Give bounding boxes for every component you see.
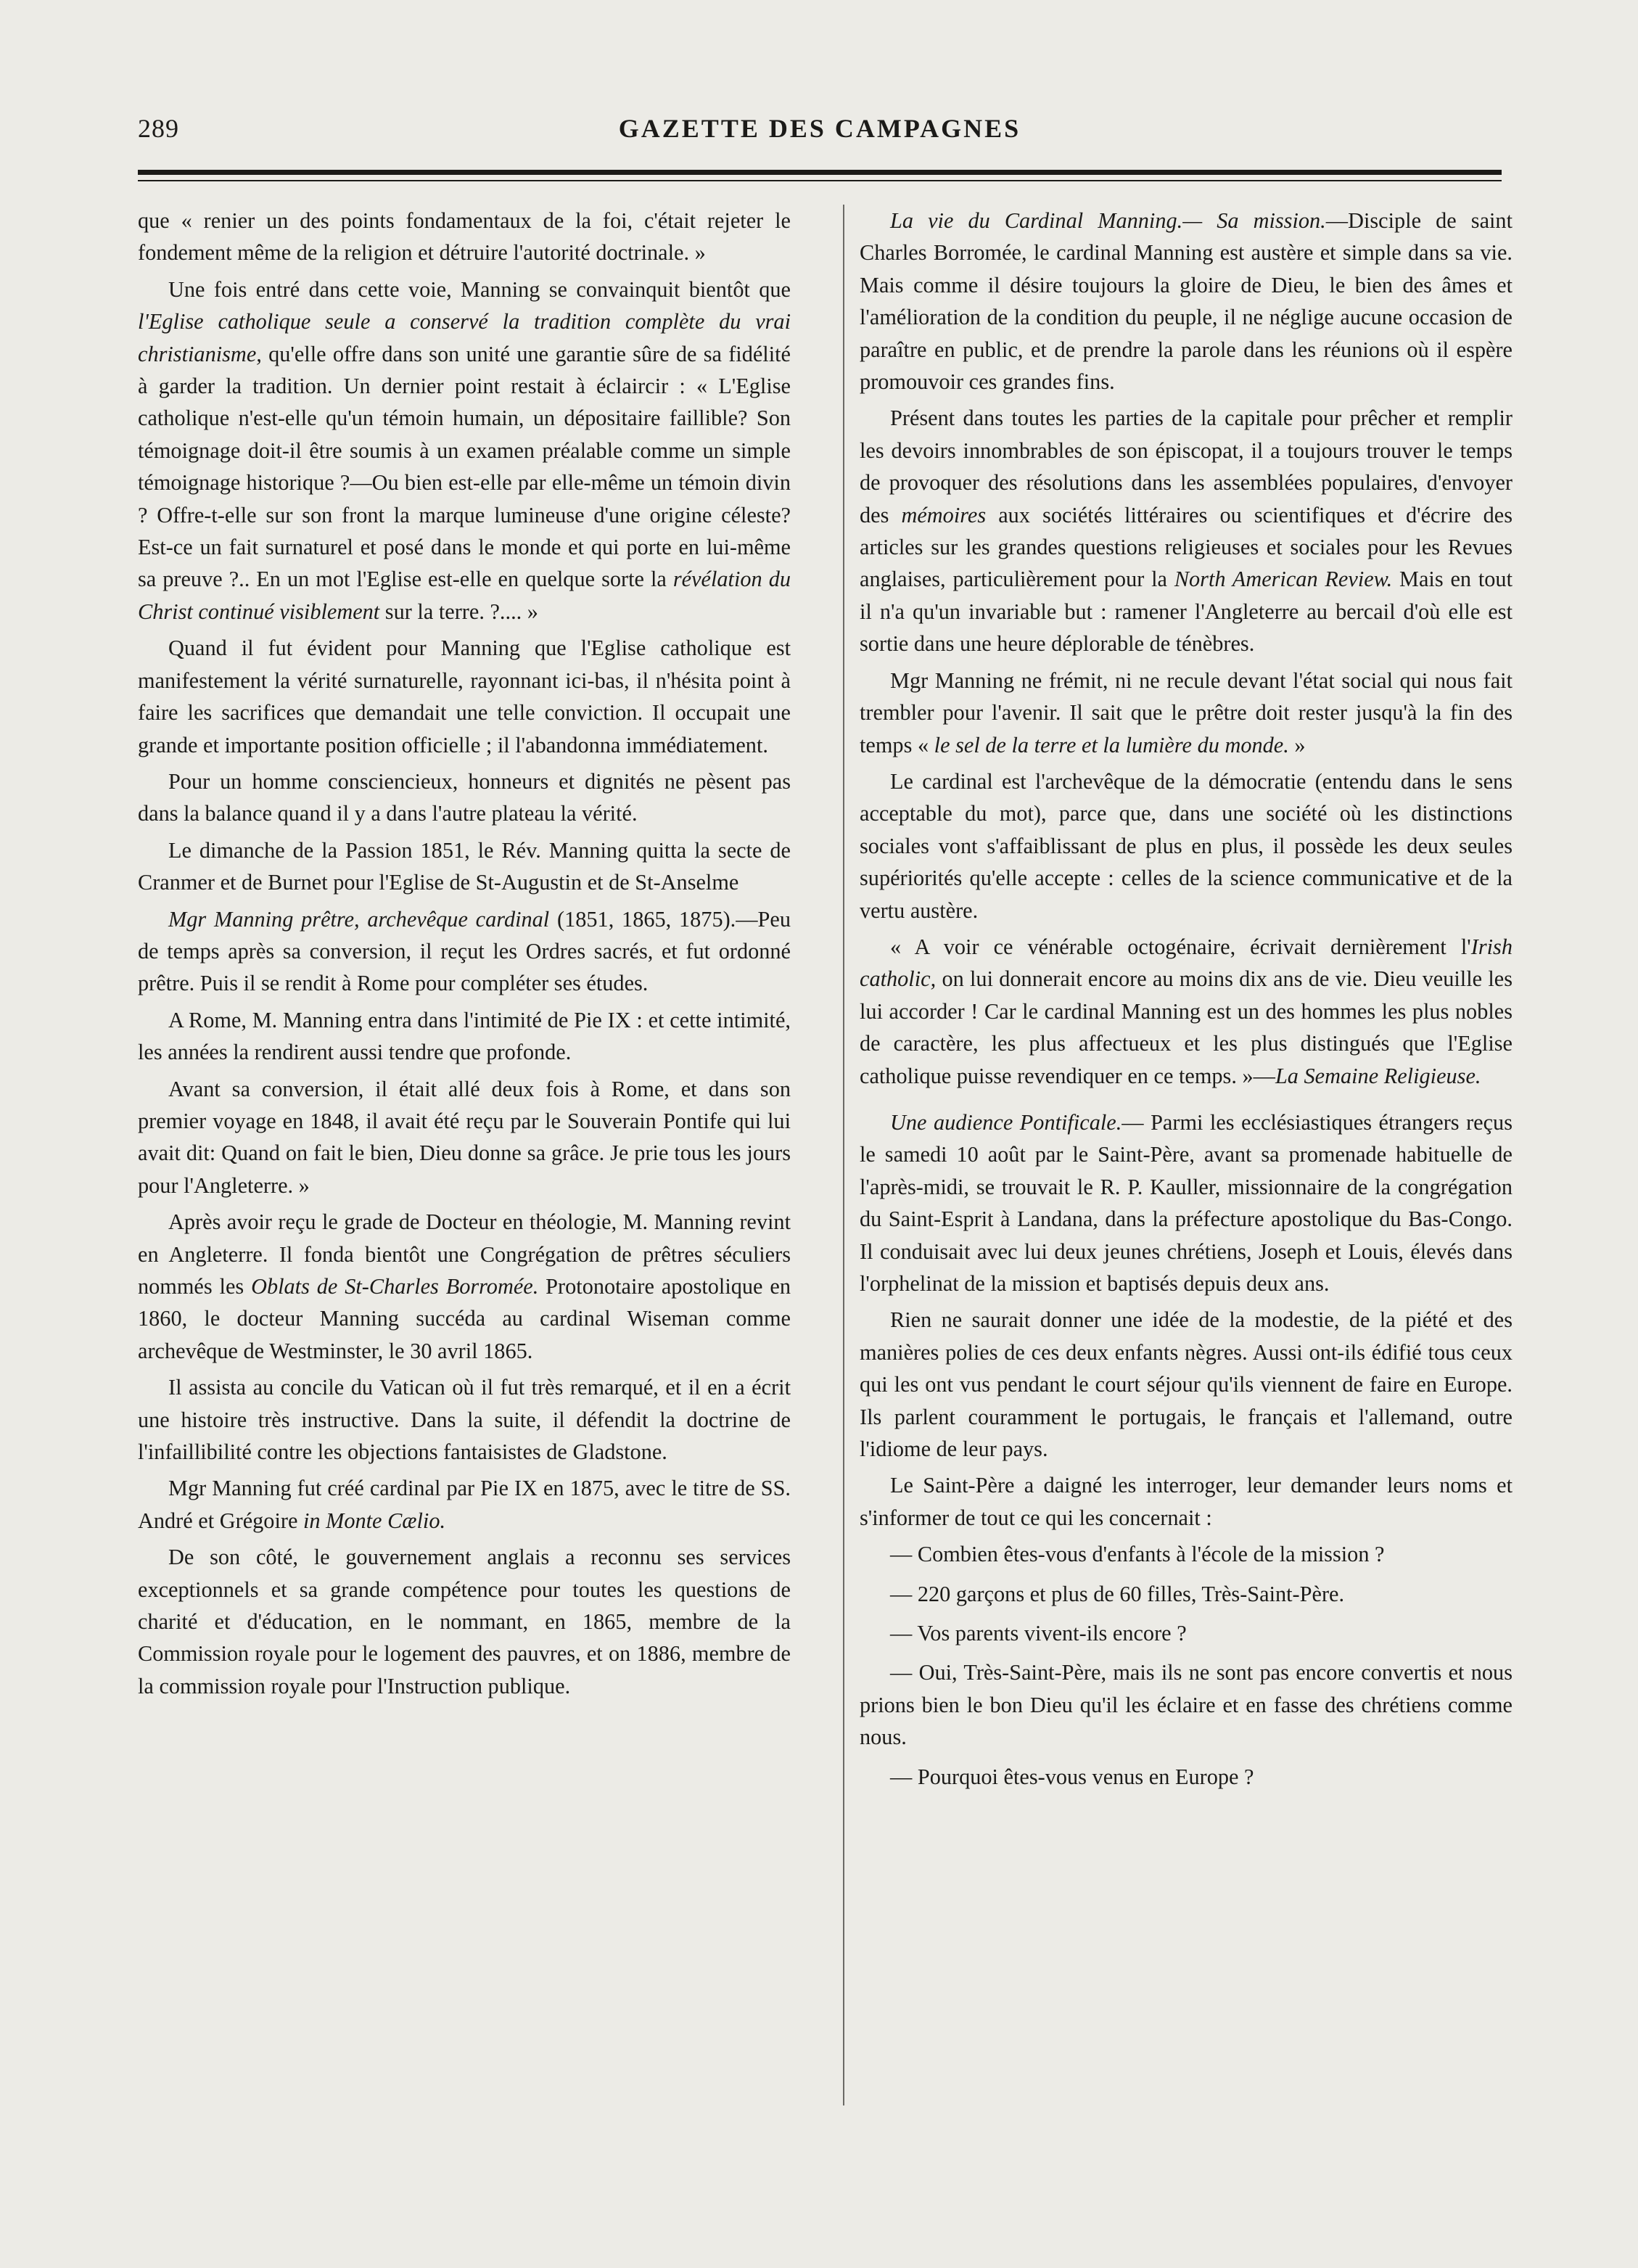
paragraph: Le Saint-Père a daigné les interroger, leur demander leurs noms et s'informer de tout ce qui les concernait : <box>860 1473 1513 1530</box>
dialog-line: — Oui, Très-Saint-Père, mais ils ne sont pas encore convertis et nous prions bien le bon Dieu qu'il les éclaire et en fasse des chrétiens comme nous. <box>860 1660 1513 1750</box>
page-header <box>138 109 1502 160</box>
paragraph: Rien ne saurait donner une idée de la modestie, de la piété et des manières polies de ces deux enfants nègres. Aussi ont-ils édifié tous ceux qui les ont vus pendant le court séjour qu'ils viennent de faire en Europe. Ils parlent couramment le portugais, le français et l'allemand, outre l'idiome de leur pays. <box>860 1307 1513 1462</box>
paragraph: Le cardinal est l'archevêque de la démocratie (entendu dans le sens acceptable du mot), parce que, dans une société où les distinctions sociales vont s'affaiblissant de plus en plus, il possède les deux seules supériorités qu'elle accepte : celles de la science communicative et de la vertu austère. <box>860 768 1513 923</box>
right-column <box>860 205 1513 1800</box>
dialog-line: — Combien êtes-vous d'enfants à l'école de la mission ? <box>890 1542 1385 1567</box>
running-title: GAZETTE DES CAMPAGNES <box>618 114 1021 143</box>
dialog-line: — 220 garçons et plus de 60 filles, Très-Saint-Père. <box>890 1581 1345 1606</box>
paragraph: Avant sa conversion, il était allé deux fois à Rome, et dans son premier voyage en 1848, il avait été reçu par le Souverain Pontife qui lui avait dit: Quand on fait le bien, Dieu donne sa grâce. Je prie tous les jours pour l'Angleterre. » <box>138 1076 791 1198</box>
paragraph: Le dimanche de la Passion 1851, le Rév. Manning quitta la secte de Cranmer et de Burnet pour l'Eglise de St-Augustin et de St-Anselme <box>138 837 791 895</box>
header-rule-thin <box>138 180 1502 181</box>
paragraph: Mgr Manning fut créé cardinal par Pie IX en 1875, avec le titre de SS. André et Grégoire in Monte Cælio. <box>138 1476 791 1533</box>
paragraph: « A voir ce vénérable octogénaire, écrivait dernièrement l'Irish catholic, on lui donnerait encore au moins dix ans de vie. Dieu veuille les lui accorder ! Car le cardinal Manning est un des hommes les plus nobles de caractère, les plus affectueux et les plus distingués que l'Eglise catholique puisse revendiquer en ce temps. »—La Semaine Religieuse. <box>860 934 1513 1088</box>
paragraph: que « renier un des points fondamentaux de la foi, c'était rejeter le fondement même de la religion et détruire l'autorité doctrinale. » <box>138 208 791 266</box>
paragraph: Il assista au concile du Vatican où il fut très remarqué, et il en a écrit une histoire très instructive. Dans la suite, il défendit la doctrine de l'infaillibilité contre les objections fantaisistes de Gladstone. <box>138 1375 791 1465</box>
paragraph: Mgr Manning ne frémit, ni ne recule devant l'état social qui nous fait trembler pour l'avenir. Il sait que le prêtre doit rester jusqu'à la fin des temps « le sel de la terre et la lumière du monde. » <box>860 667 1513 757</box>
paragraph: Quand il fut évident pour Manning que l'Eglise catholique est manifestement la vérité surnaturelle, rayonnant ici-bas, il n'hésita point à faire les sacrifices que demandait une telle conviction. Il occupait une grande et importante position officielle ; il l'abandonna immédiatement. <box>138 636 791 757</box>
paragraph: Présent dans toutes les parties de la capitale pour prêcher et remplir les devoirs innombrables de son épiscopat, il a toujours trouver le temps de provoquer des résolutions dans les assemblées populaires, d'envoyer des mémoires aux sociétés littéraires ou scientifiques et d'écrire des articles sur les grandes questions religieuses et sociales pour les Revues anglaises, particulièrement pour la North American Review. Mais en tout il n'a qu'un invariable but : ramener l'Angleterre au bercail d'où elle est sortie dans une heure déplorable de ténèbres. <box>860 406 1513 657</box>
paragraph: La vie du Cardinal Manning.— Sa mission.—Disciple de saint Charles Borromée, le cardinal Manning est austère et simple dans sa vie. Mais comme il désire toujours la gloire de Dieu, le bien des âmes et l'amélioration de la condition du peuple, il ne néglige aucune occasion de paraître en public, et de prendre la parole dans les réunions où il espère promouvoir ces grandes fins. <box>860 208 1513 395</box>
dialog-line: — Pourquoi êtes-vous venus en Europe ? <box>890 1764 1254 1789</box>
left-column <box>138 205 791 1706</box>
paragraph: Mgr Manning prêtre, archevêque cardinal (1851, 1865, 1875).—Peu de temps après sa conversion, il reçut les Ordres sacrés, et fut ordonné prêtre. Puis il se rendit à Rome pour compléter ses études. <box>138 906 791 996</box>
page-number: 289 <box>138 114 179 143</box>
header-rule-thick <box>138 170 1502 175</box>
paragraph: A Rome, M. Manning entra dans l'intimité de Pie IX : et cette intimité, les années la rendirent aussi tendre que profonde. <box>138 1007 791 1065</box>
dialog-line: — Vos parents vivent-ils encore ? <box>890 1621 1187 1646</box>
paragraph: Une fois entré dans cette voie, Manning se convainquit bientôt que l'Eglise catholique seule a conservé la tradition complète du vrai christianisme, qu'elle offre dans son unité une garantie sûre de sa fidélité à garder la tradition. Un dernier point restait à éclaircir : « L'Eglise catholique n'est-elle qu'un témoin humain, un dépositaire faillible? Son témoignage doit-il être soumis à un examen préalable comme un simple témoignage historique ?—Ou bien est-elle par elle-même un témoin divin ? Offre-t-elle sur son front la marque lumineuse d'une origine céleste? Est-ce un fait surnaturel et posé dans le monde et qui porte en lui-même sa preuve ?.. En un mot l'Eglise est-elle en quelque sorte la révélation du Christ continué visiblement sur la terre. ?.... » <box>138 276 791 624</box>
column-separator <box>843 205 844 2105</box>
paragraph: De son côté, le gouvernement anglais a reconnu ses services exceptionnels et sa grande compétence pour toutes les questions de charité et d'éducation, en le nommant, en 1865, membre de la Commission royale pour le logement des pauvres, et on 1886, membre de la commission royale pour l'Instruction publique. <box>138 1545 791 1698</box>
paragraph: Une audience Pontificale.— Parmi les ecclésiastiques étrangers reçus le samedi 10 août par le Saint-Père, avant sa promenade habituelle de l'après-midi, se trouvait le R. P. Kauller, missionnaire de la congrégation du Saint-Esprit à Landana, dans la préfecture apostolique du Bas-Congo. Il conduisait avec lui deux jeunes chrétiens, Joseph et Louis, élevés dans l'orphelinat de la mission et baptisés depuis deux ans. <box>860 1109 1513 1296</box>
paragraph: Pour un homme consciencieux, honneurs et dignités ne pèsent pas dans la balance quand il y a dans l'autre plateau la vérité. <box>138 768 791 826</box>
paragraph: Après avoir reçu le grade de Docteur en théologie, M. Manning revint en Angleterre. Il fonda bientôt une Congrégation de prêtres séculiers nommés les Oblats de St-Charles Borromée. Protonotaire apostolique en 1860, le docteur Manning succéda au cardinal Wiseman comme archevêque de Westminster, le 30 avril 1865. <box>138 1209 791 1363</box>
